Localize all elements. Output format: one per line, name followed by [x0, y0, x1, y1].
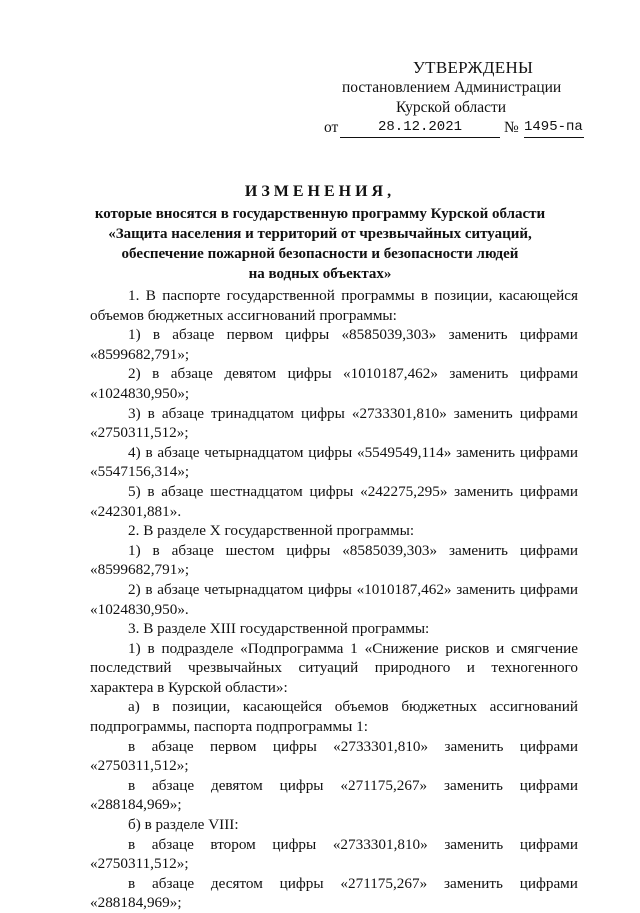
word: 4) — [128, 443, 141, 461]
paragraph-line: б) в разделе VIII: — [128, 816, 239, 834]
paragraph-line: «242301,881». — [90, 502, 182, 520]
paragraph-line: «288184,969»; — [90, 796, 182, 814]
word: цифры — [308, 443, 353, 461]
word: цифрами — [519, 326, 578, 344]
word: абзаце — [151, 835, 194, 853]
word: цифрами — [519, 874, 578, 892]
document-body — [90, 286, 578, 913]
word: цифры — [272, 737, 317, 755]
word: 2) — [128, 580, 141, 598]
word: абзаце — [157, 443, 200, 461]
word: заменить — [449, 365, 509, 383]
paragraph-line: «2750311,512»; — [90, 757, 189, 775]
word: первом — [226, 326, 274, 344]
word: «242275,295» — [360, 482, 448, 500]
word: заменить — [448, 326, 508, 344]
word: цифры — [286, 541, 331, 559]
word: в — [152, 541, 160, 559]
justified-line — [90, 541, 578, 561]
paragraph-line: «288184,969»; — [90, 894, 182, 912]
approval-line: Курской области — [396, 99, 507, 116]
word: 2) — [128, 365, 141, 383]
word: цифры — [307, 580, 352, 598]
word: заменить — [444, 737, 504, 755]
paragraph: 1. В паспорте государственной программы в позиции, касающейся объемов бюджетных ассигнований программы: — [90, 287, 578, 324]
word: «271175,267» — [340, 776, 428, 794]
word: заменить — [453, 404, 513, 422]
word: «8585039,303» — [342, 541, 438, 559]
word: в — [152, 365, 160, 383]
word: цифрами — [519, 776, 578, 794]
word: шестом — [225, 541, 275, 559]
number-prefix: № — [504, 119, 519, 136]
title-line: обеспечение пожарной безопасности и безопасности людей — [121, 246, 519, 262]
word: абзаце — [171, 541, 214, 559]
word: 3) — [128, 404, 141, 422]
paragraph-line: 2. В разделе X государственной программы: — [128, 522, 415, 540]
word: «1010187,462» — [343, 365, 438, 383]
justified-line — [90, 482, 578, 502]
word: цифрами — [519, 737, 578, 755]
approval-line: постановлением Администрации — [342, 79, 562, 96]
date-prefix: от — [324, 119, 339, 136]
word: в — [145, 443, 153, 461]
word: «2733301,810» — [333, 737, 429, 755]
word: шестнадцатом — [210, 482, 303, 500]
justified-line — [90, 874, 578, 894]
justified-line — [90, 404, 578, 424]
word: в — [128, 835, 136, 853]
word: 5) — [128, 482, 141, 500]
word: в — [145, 580, 153, 598]
word: цифры — [279, 776, 324, 794]
word: «2733301,810» — [351, 404, 447, 422]
approval-stamp — [318, 58, 608, 140]
word: тринадцатом — [210, 404, 294, 422]
title-line: которые вносятся в государственную программу Курской области — [94, 206, 546, 222]
word: втором — [210, 835, 256, 853]
word: заменить — [444, 776, 503, 794]
word: заменить — [454, 482, 514, 500]
word: заменить — [444, 874, 503, 892]
word: абзаце — [161, 482, 204, 500]
word: в — [128, 874, 136, 892]
paragraph-line: «5547156,314»; — [90, 463, 190, 481]
paragraph-line: 3. В разделе XIII государственной программы: — [128, 620, 430, 638]
word: абзаце — [152, 874, 195, 892]
word: 1) — [128, 541, 141, 559]
word: первом — [210, 737, 257, 755]
word: абзаце — [172, 326, 215, 344]
word: в — [147, 404, 155, 422]
word: цифрами — [519, 404, 578, 422]
paragraph-line: «8599682,791»; — [90, 345, 190, 363]
document-title — [60, 182, 580, 284]
approval-heading: УТВЕРЖДЕНЫ — [412, 58, 534, 77]
paragraph-line: «1024830,950». — [90, 600, 189, 618]
word: цифры — [309, 482, 354, 500]
paragraph-line: «1024830,950»; — [90, 384, 190, 402]
approval-number: 1495-па — [524, 117, 584, 138]
word: заменить — [449, 541, 508, 559]
paragraph: а) в позиции, касающейся объемов бюджетных ассигнований подпрограммы, паспорта подпрограммы 1: — [90, 698, 578, 736]
paragraph-line: «2750311,512»; — [90, 424, 189, 442]
word: цифрами — [519, 580, 578, 598]
word: цифры — [279, 874, 324, 892]
word: цифрами — [519, 482, 578, 500]
word: «5549549,114» — [356, 443, 452, 461]
word: заменить — [444, 835, 504, 853]
word: 1) — [128, 326, 141, 344]
word: абзаце — [151, 737, 194, 755]
word: заменить — [456, 443, 516, 461]
title-line: «Защита населения и территорий от чрезвычайных ситуаций, — [108, 226, 532, 242]
word: «1010187,462» — [356, 580, 452, 598]
word: цифры — [287, 365, 332, 383]
word: четырнадцатом — [204, 580, 304, 598]
word: десятом — [210, 874, 263, 892]
word: в — [147, 482, 155, 500]
justified-line — [90, 776, 578, 796]
word: цифры — [272, 835, 317, 853]
justified-line — [90, 443, 578, 463]
word: девятом — [224, 365, 277, 383]
word: «2733301,810» — [332, 835, 428, 853]
paragraph-line: «8599682,791»; — [90, 561, 190, 579]
title-main: ИЗМЕНЕНИЯ, — [244, 183, 396, 200]
word: девятом — [210, 776, 263, 794]
approval-date-line — [318, 118, 608, 140]
word: в — [128, 776, 136, 794]
justified-line — [90, 580, 578, 600]
justified-line — [90, 835, 578, 855]
word: «271175,267» — [340, 874, 428, 892]
paragraph: 1) в подразделе «Подпрограмма 1 «Снижение рисков и смягчение последствий чрезвычайных ситуаций природного и техногенного характера в Курской области»: — [90, 639, 578, 696]
title-line: на водных объектах» — [248, 266, 392, 282]
paragraph-line: «2750311,512»; — [90, 855, 189, 873]
word: абзаце — [170, 365, 213, 383]
word: абзаце — [157, 580, 200, 598]
word: цифрами — [519, 365, 578, 383]
word: цифры — [300, 404, 345, 422]
word: четырнадцатом — [204, 443, 304, 461]
word: цифрами — [519, 835, 578, 853]
justified-line — [90, 325, 578, 345]
word: в — [128, 737, 136, 755]
word: цифры — [285, 326, 330, 344]
word: в — [152, 326, 161, 344]
word: абзаце — [152, 776, 195, 794]
justified-line — [90, 364, 578, 384]
word: абзаце — [161, 404, 204, 422]
word: цифрами — [519, 541, 578, 559]
word: «8585039,303» — [341, 326, 437, 344]
approval-date: 28.12.2021 — [340, 117, 500, 138]
word: заменить — [456, 580, 516, 598]
word: цифрами — [519, 443, 578, 461]
justified-line — [90, 737, 578, 757]
